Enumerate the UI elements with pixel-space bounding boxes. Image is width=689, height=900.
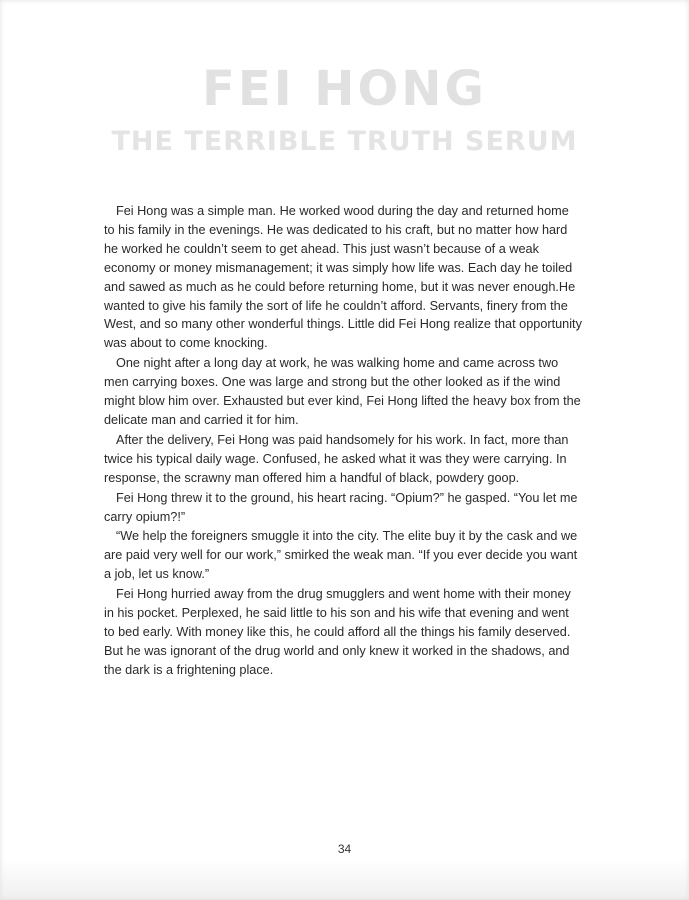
page-number: 34 bbox=[337, 842, 352, 856]
chapter-title: FEI HONG bbox=[202, 61, 487, 117]
story-paragraph: Fei Hong was a simple man. He worked wood during the day and returned home to his family in the evenings. He was dedicated to his craft, but no matter how hard he worked he couldn’t seem to get ahead. This just wasn’t because of a weak economy or money mismanagement; it was simply how life was. Each day he toiled and sawed as much as he could before returning home, but it was never enough.He wanted to give his family the sort of life he couldn’t afford. Servants, finery from the West, and so many other wonderful things. Little did Fei Hong realize that opportunity was about to come knocking. bbox=[104, 204, 582, 351]
story-paragraph: Fei Hong hurried away from the drug smugglers and went home with their money in his pocket. Perplexed, he said little to his son and his wife that evening and went to bed early. With money like this, he could afford all the things his family deserved. But he was ignorant of the drug world and only knew it worked in the shadows, and the dark is a frightening place. bbox=[104, 587, 571, 677]
chapter-heading bbox=[0, 58, 689, 160]
story-paragraph: After the delivery, Fei Hong was paid handsomely for his work. In fact, more than twice his typical daily wage. Confused, he asked what it was they were carrying. In response, the scrawny man offered him a handful of black, powdery goop. bbox=[104, 432, 569, 485]
story-paragraph: One night after a long day at work, he was walking home and came across two men carrying boxes. One was large and strong but the other looked as if the wind might blow him over. Exhausted but ever kind, Fei Hong lifted the heavy box from the delicate man and carried it for him. bbox=[104, 356, 581, 427]
chapter-subtitle: THE TERRIBLE TRUTH SERUM bbox=[111, 126, 578, 157]
story-paragraph: Fei Hong threw it to the ground, his heart racing. “Opium?” he gasped. “You let me carry opium?!” bbox=[104, 490, 578, 524]
story-paragraph: “We help the foreigners smuggle it into the city. The elite buy it by the cask and we are paid very well for our work,” smirked the weak man. “If you ever decide you want a job, let us know.” bbox=[104, 529, 578, 582]
story-body bbox=[104, 202, 582, 681]
